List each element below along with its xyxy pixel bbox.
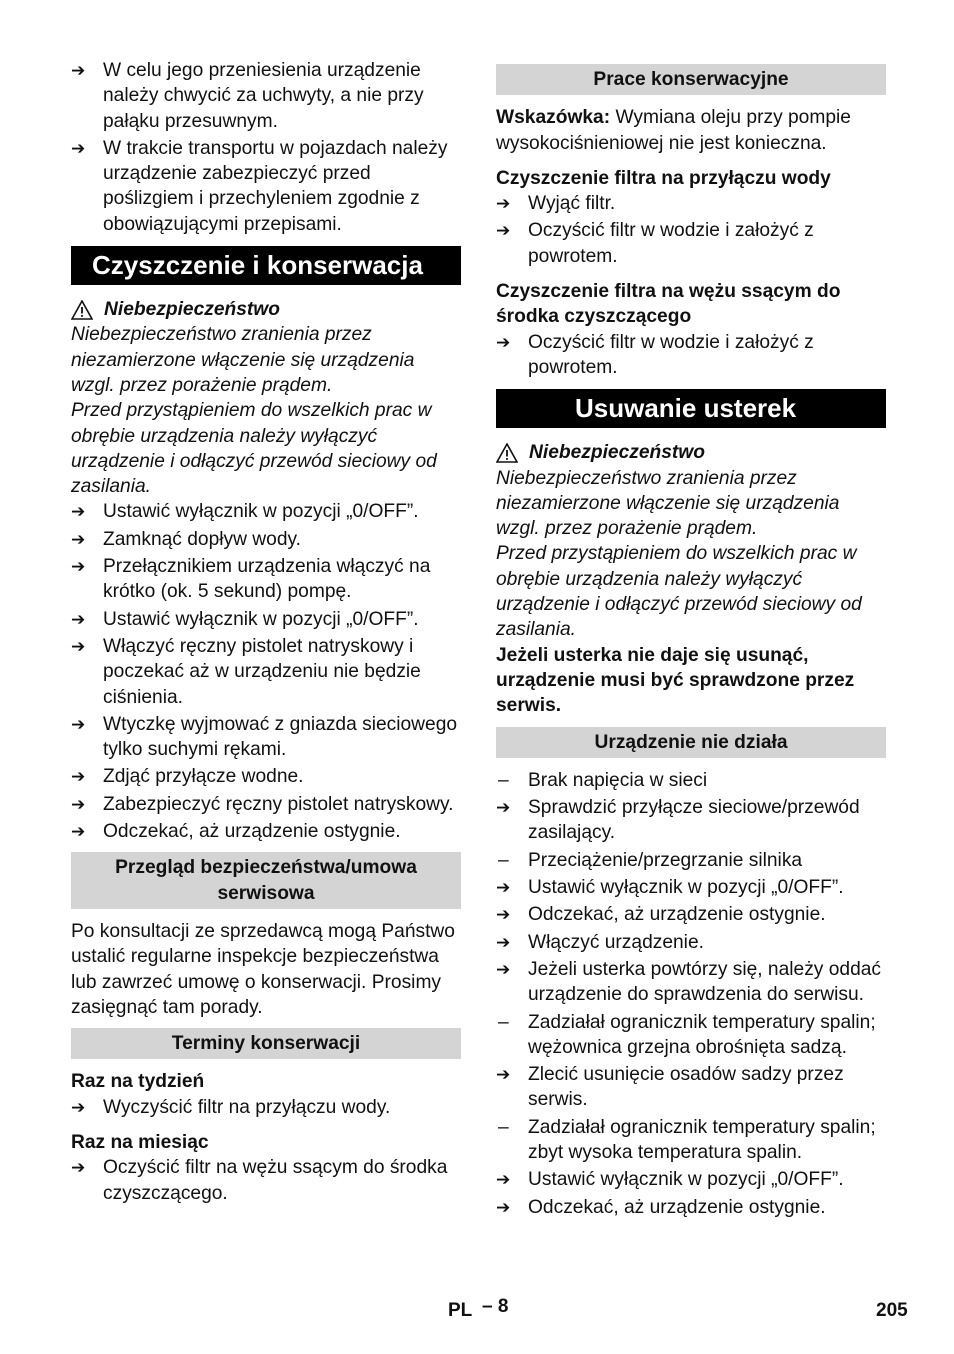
warning-text-2: Przed przystąpieniem do wszelkich prac w obrębie urządzenia należy wyłączyć urządzenie i odłączyć przewód sieciowy od zasilania. <box>71 400 437 498</box>
list-item-text: Brak napięcia w sieci <box>528 769 708 791</box>
heading-maintenance-terms: Terminy konserwacji <box>71 1028 461 1059</box>
list-item <box>496 902 886 927</box>
list-item <box>496 768 886 793</box>
heading-troubleshooting: Usuwanie usterek <box>496 389 886 428</box>
filter-water-title: Czyszczenie filtra na przyłączu wody <box>496 167 831 189</box>
arrow-icon: ➔ <box>71 1158 86 1178</box>
list-item-text: W trakcie transportu w pojazdach należy urządzenie zabezpieczyć przed poślizgiem i przechyleniem zgodnie z obowiązującymi przepisami. <box>103 137 448 235</box>
monthly-list <box>71 1155 461 1206</box>
arrow-icon: ➔ <box>496 932 511 952</box>
arrow-icon: ➔ <box>71 529 86 549</box>
list-item-text: Ustawić wyłącznik w pozycji „0/OFF”. <box>528 1169 844 1191</box>
list-item <box>71 499 461 524</box>
fault-list <box>496 768 886 1220</box>
list-item <box>71 712 461 763</box>
arrow-icon: ➔ <box>71 794 86 814</box>
list-item-text: W celu jego przeniesienia urządzenie należy chwycić za uchwyty, a nie przy pałąku przesuwnym. <box>103 60 424 132</box>
list-item-text: Odczekać, aż urządzenie ostygnie. <box>528 904 826 926</box>
heading-cleaning: Czyszczenie i konserwacja <box>71 246 461 285</box>
list-item <box>71 554 461 605</box>
safety-text: Po konsultacji ze sprzedawcą mogą Państwo ustalić regularne inspekcje bezpieczeństwa lub zawrzeć umowę o konserwacji. Prosimy zasięgnąć tam porady. <box>71 920 455 1018</box>
arrow-icon: ➔ <box>496 878 511 898</box>
warning-triangle-icon <box>71 300 93 320</box>
list-item <box>496 191 886 216</box>
list-item <box>496 1167 886 1192</box>
arrow-icon: ➔ <box>496 332 511 352</box>
list-item <box>71 136 461 237</box>
list-item-text: Sprawdzić przyłącze sieciowe/przewód zasilający. <box>528 797 860 844</box>
footer-local-page: – 8 <box>482 1296 509 1317</box>
warning-title <box>496 440 886 465</box>
dash-marker: – <box>498 1011 509 1033</box>
list-item <box>71 792 461 817</box>
list-item-text: Włączyć ręczny pistolet natryskowy i poczekać aż w urządzeniu nie będzie ciśnienia. <box>103 635 421 708</box>
arrow-icon: ➔ <box>496 1065 511 1085</box>
list-item-text: Zadziałał ogranicznik temperatury spalin; zbyt wysoka temperatura spalin. <box>528 1116 876 1163</box>
arrow-icon: ➔ <box>496 959 511 979</box>
weekly-title: Raz na tydzień <box>71 1071 205 1093</box>
list-item <box>496 1010 886 1061</box>
warning-title-text: Niebezpieczeństwo <box>104 299 280 321</box>
list-item-text: Zabezpieczyć ręczny pistolet natryskowy. <box>103 793 454 815</box>
footer-language: PL <box>448 1300 473 1321</box>
list-item <box>71 1155 461 1206</box>
list-item <box>71 1095 461 1120</box>
arrow-icon: ➔ <box>71 502 86 522</box>
arrow-icon: ➔ <box>71 714 86 734</box>
dash-marker: – <box>498 1116 509 1138</box>
arrow-icon: ➔ <box>71 557 86 577</box>
arrow-icon: ➔ <box>496 798 511 818</box>
list-item-text: Przeciążenie/przegrzanie silnika <box>528 849 803 871</box>
arrow-icon: ➔ <box>71 1097 86 1117</box>
intro-list <box>71 58 461 237</box>
arrow-icon: ➔ <box>496 194 511 214</box>
dash-marker: – <box>498 769 509 791</box>
list-item-text: Ustawić wyłącznik w pozycji „0/OFF”. <box>103 501 419 523</box>
hint-paragraph <box>496 105 886 156</box>
list-item-text: Włączyć urządzenie. <box>528 931 704 953</box>
list-item <box>496 795 886 846</box>
list-item <box>496 1115 886 1166</box>
list-item-text: Przełącznikiem urządzenia włączyć na krótko (ok. 5 sekund) pompę. <box>103 556 431 603</box>
cleaning-steps-list <box>71 499 461 844</box>
list-item <box>496 875 886 900</box>
arrow-icon: ➔ <box>496 905 511 925</box>
service-note: Jeżeli usterka nie daje się usunąć, urządzenie musi być sprawdzone przez serwis. <box>496 644 855 717</box>
weekly-list <box>71 1095 461 1120</box>
list-item-text: Zlecić usunięcie osadów sadzy przez serwis. <box>528 1064 844 1111</box>
arrow-icon: ➔ <box>71 609 86 629</box>
filter-hose-title: Czyszczenie filtra na wężu ssącym do środka czyszczącego <box>496 281 841 328</box>
arrow-icon: ➔ <box>71 767 86 787</box>
list-item <box>496 218 886 269</box>
list-item-text: Oczyścić filtr w wodzie i założyć z powrotem. <box>528 331 814 378</box>
arrow-icon: ➔ <box>71 822 86 842</box>
list-item <box>496 848 886 873</box>
list-item-text: Oczyścić filtr w wodzie i założyć z powrotem. <box>528 220 814 267</box>
warning-text-1: Niebezpieczeństwo zranienia przez niezamierzone włączenie się urządzenia wzgl. przez porażenie prądem. <box>496 467 840 540</box>
list-item <box>71 764 461 789</box>
list-item-text: Jeżeli usterka powtórzy się, należy oddać urządzenie do sprawdzenia do serwisu. <box>528 958 882 1006</box>
list-item <box>71 527 461 552</box>
list-item <box>496 930 886 955</box>
left-column <box>71 58 461 1206</box>
filter-water-list <box>496 191 886 269</box>
list-item <box>496 1062 886 1113</box>
warning-triangle-icon <box>496 443 518 463</box>
right-column <box>496 64 886 1220</box>
warning-title <box>71 297 461 322</box>
dash-marker: – <box>498 849 509 871</box>
warning-text-1: Niebezpieczeństwo zranienia przez niezamierzone włączenie się urządzenia wzgl. przez porażenie prądem. <box>71 324 415 396</box>
arrow-icon: ➔ <box>71 61 86 80</box>
heading-safety-inspection: Przegląd bezpieczeństwa/umowa serwisowa <box>71 852 461 909</box>
heading-maintenance-work: Prace konserwacyjne <box>496 64 886 95</box>
warning-text-2: Przed przystąpieniem do wszelkich prac w obrębie urządzenia należy wyłączyć urządzenie i odłączyć przewód sieciowy od zasilania. <box>496 543 862 641</box>
list-item-text: Ustawić wyłącznik w pozycji „0/OFF”. <box>103 608 419 630</box>
list-item <box>496 330 886 381</box>
arrow-icon: ➔ <box>71 138 86 158</box>
list-item-text: Zdjąć przyłącze wodne. <box>103 766 304 788</box>
list-item-text: Zadziałał ogranicznik temperatury spalin; wężownica grzejna obrośnięta sadzą. <box>528 1011 876 1058</box>
list-item-text: Odczekać, aż urządzenie ostygnie. <box>103 821 401 843</box>
list-item-text: Wyjąć filtr. <box>528 193 616 215</box>
arrow-icon: ➔ <box>496 1197 511 1217</box>
footer-page-number: 205 <box>876 1300 908 1321</box>
list-item <box>496 1195 886 1220</box>
arrow-icon: ➔ <box>496 221 511 241</box>
list-item <box>496 957 886 1008</box>
hint-text: Wymiana oleju przy pompie wysokociśnieniowej nie jest konieczna. <box>496 107 851 154</box>
heading-device-not-working: Urządzenie nie działa <box>496 727 886 758</box>
list-item-text: Wtyczkę wyjmować z gniazda sieciowego tylko suchymi rękami. <box>103 713 458 761</box>
list-item <box>71 607 461 632</box>
list-item-text: Wyczyścić filtr na przyłączu wody. <box>103 1096 391 1118</box>
list-item-text: Oczyścić filtr na wężu ssącym do środka czyszczącego. <box>103 1157 448 1204</box>
list-item <box>71 819 461 844</box>
list-item <box>71 634 461 710</box>
list-item-text: Ustawić wyłącznik w pozycji „0/OFF”. <box>528 877 844 899</box>
list-item-text: Zamknąć dopływ wody. <box>103 528 301 550</box>
arrow-icon: ➔ <box>71 636 86 656</box>
list-item <box>71 58 461 134</box>
list-item-text: Odczekać, aż urządzenie ostygnie. <box>528 1196 826 1218</box>
monthly-title: Raz na miesiąc <box>71 1131 209 1153</box>
hint-label: Wskazówka: <box>496 107 611 129</box>
warning-title-text: Niebezpieczeństwo <box>529 442 705 464</box>
arrow-icon: ➔ <box>496 1170 511 1190</box>
filter-hose-list <box>496 330 886 381</box>
